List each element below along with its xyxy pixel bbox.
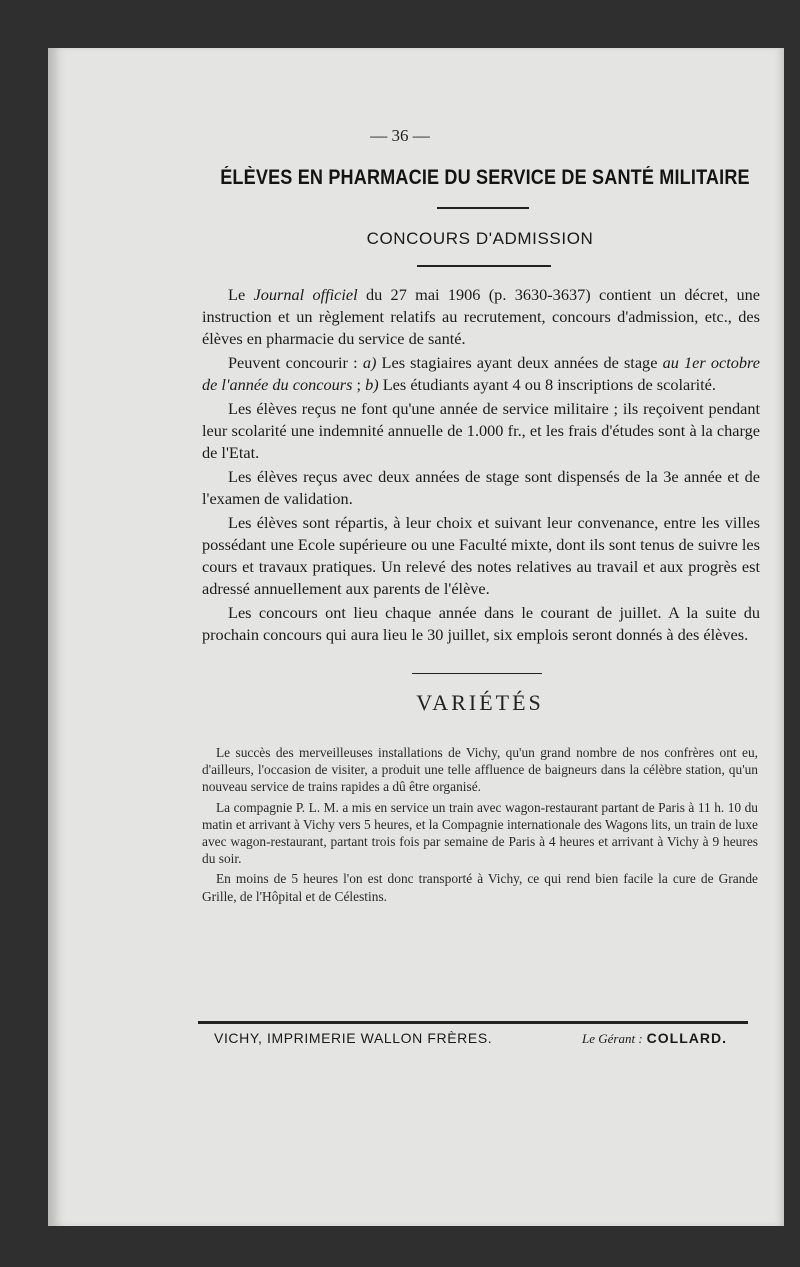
gerant-label: Le Gérant : [582, 1031, 643, 1046]
section-subtitle: CONCOURS D'ADMISSION [366, 229, 594, 248]
stage-date: au 1er octobre de l'année du concours [202, 353, 760, 394]
title-rule [437, 207, 529, 209]
varietes-paragraph-1: Le succès des merveilleuses installations de Vichy, qu'un grand nombre de nos confrères ont eu, d'ailleurs, l'occasion de visiter, a produit une telle affluence de baigneurs dans la célèbre station, qu'un nouveau service de trains rapides a dû être organisé. [202, 745, 758, 795]
paragraph-1: Le Journal officiel du 27 mai 1906 (p. 3630-3637) contient un décret, une instruction et un règlement relatifs au recrutement, concours d'admission, etc., des élèves en pharmacie du service de santé. [202, 285, 760, 348]
subtitle-rule [417, 265, 551, 267]
journal-name: Journal officiel [253, 285, 358, 304]
varietes-paragraph-3: En moins de 5 heures l'on est donc transporté à Vichy, ce qui rend bien facile la cure de Grande Grille, de l'Hôpital et de Célestins. [202, 871, 758, 904]
printer-imprint: VICHY, IMPRIMERIE WALLON FRÈRES. [214, 1030, 493, 1046]
paragraph-5: Les élèves sont répartis, à leur choix et suivant leur convenance, entre les villes possédant une Ecole supérieure ou une Faculté mixte, dont ils sont tenus de suivre les cours et travaux pratiques. Un relevé des notes relatives au travail et aux progrès est adressé annuellement aux parents de l'élève. [202, 513, 760, 598]
page-number: — 36 — [370, 126, 430, 145]
section-divider [412, 673, 542, 674]
article-body [202, 284, 760, 648]
paragraph-2: Peuvent concourir : a) Les stagiaires ayant deux années de stage au 1er octobre de l'année du concours ; b) Les étudiants ayant 4 ou 8 inscriptions de scolarité. [202, 353, 760, 394]
varietes-body [202, 744, 758, 908]
varietes-paragraph-2: La compagnie P. L. M. a mis en service un train avec wagon-restaurant partant de Paris à 11 h. 10 du matin et arrivant à Vichy vers 5 heures, et la Compagnie internationale des Wagons lits, un train de luxe avec wagon-restaurant, partant trois fois par semaine de Paris à 4 heures et arrivant à Vichy à 9 heures du soir. [202, 799, 758, 867]
gerant-line [582, 1030, 727, 1048]
article-title: ÉLÈVES EN PHARMACIE DU SERVICE DE SANTÉ MILITAIRE [220, 166, 750, 189]
varietes-title: VARIÉTÉS [416, 690, 544, 715]
paragraph-6: Les concours ont lieu chaque année dans le courant de juillet. A la suite du prochain concours qui aura lieu le 30 juillet, six emplois seront donnés à des élèves. [202, 603, 760, 644]
paragraph-3: Les élèves reçus ne font qu'une année de service militaire ; ils reçoivent pendant leur scolarité une indemnité annuelle de 1.000 fr., et les frais d'études sont à la charge de l'Etat. [202, 399, 760, 462]
footer-rule [198, 1021, 748, 1024]
gerant-name: COLLARD. [646, 1030, 727, 1046]
paragraph-4: Les élèves reçus avec deux années de stage sont dispensés de la 3e année et de l'examen de validation. [202, 467, 760, 508]
